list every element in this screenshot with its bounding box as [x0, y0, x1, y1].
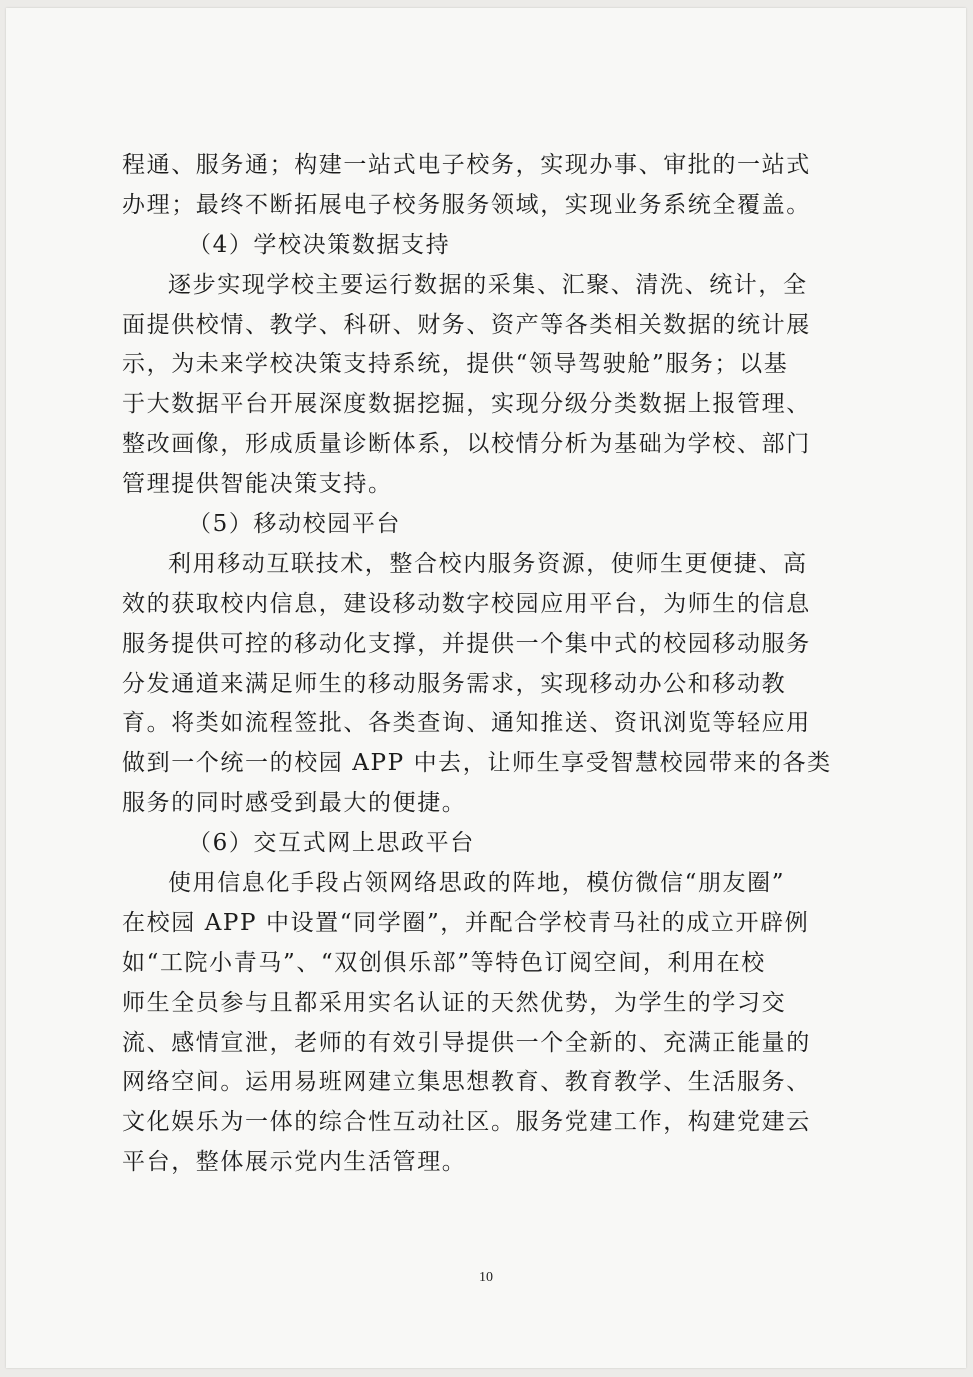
text-line: 育。将类如流程签批、各类查询、通知推送、资讯浏览等轻应用 [122, 710, 811, 737]
page-number: 10 [479, 1270, 493, 1285]
text-line: 于大数据平台开展深度数据挖掘，实现分级分类数据上报管理、 [122, 391, 811, 418]
paragraph-start: 逐步实现学校主要运行数据的采集、汇聚、清洗、统计，全 [168, 271, 808, 298]
text-line: 服务提供可控的移动化支撑，并提供一个集中式的校园移动服务 [122, 630, 811, 657]
text-line: 程通、服务通；构建一站式电子校务，实现办事、审批的一站式 [122, 152, 811, 178]
text-line: 师生全员参与且都采用实名认证的天然优势，为学生的学习交 [122, 989, 787, 1016]
text-line: 办理；最终不断拓展电子校务服务领域，实现业务系统全覆盖。 [122, 191, 811, 218]
text-line: 网络空间。运用易班网建立集思想教育、教育教学、生活服务、 [122, 1069, 811, 1096]
paragraph-start: 使用信息化手段占领网络思政的阵地，模仿微信“朋友圈” [168, 870, 786, 897]
text-line: 示，为未来学校决策支持系统，提供“领导驾驶舱”服务；以基 [122, 351, 789, 378]
text-line: 流、感情宣泄，老师的有效引导提供一个全新的、充满正能量的 [122, 1029, 811, 1056]
text-line: 如“工院小青马”、“双创俱乐部”等特色订阅空间，利用在校 [122, 949, 766, 976]
section-heading: （5）移动校园平台 [188, 511, 402, 538]
section-heading: （4）学校决策数据支持 [188, 231, 451, 258]
text-line: 管理提供智能决策支持。 [122, 471, 393, 498]
section-heading: （6）交互式网上思政平台 [188, 830, 475, 857]
paragraph-start: 利用移动互联技术，整合校内服务资源，使师生更便捷、高 [168, 550, 808, 577]
text-line: 做到一个统一的校园 APP 中去，让师生享受智慧校园带来的各类 [122, 750, 832, 777]
text-line: 文化娱乐为一体的综合性互动社区。服务党建工作，构建党建云 [122, 1109, 811, 1136]
text-line: 面提供校情、教学、科研、财务、资产等各类相关数据的统计展 [122, 311, 811, 338]
text-line: 效的获取校内信息，建设移动数字校园应用平台，为师生的信息 [122, 590, 811, 617]
text-line: 整改画像，形成质量诊断体系，以校情分析为基础为学校、部门 [122, 431, 811, 458]
text-line: 服务的同时感受到最大的便捷。 [122, 790, 467, 817]
text-line: 在校园 APP 中设置“同学圈”，并配合学校青马社的成立开辟例 [122, 909, 810, 936]
text-line: 平台，整体展示党内生活管理。 [122, 1149, 467, 1176]
text-line: 分发通道来满足师生的移动服务需求，实现移动办公和移动教 [122, 670, 787, 697]
document-page [6, 8, 966, 1368]
body-text [122, 146, 842, 1183]
